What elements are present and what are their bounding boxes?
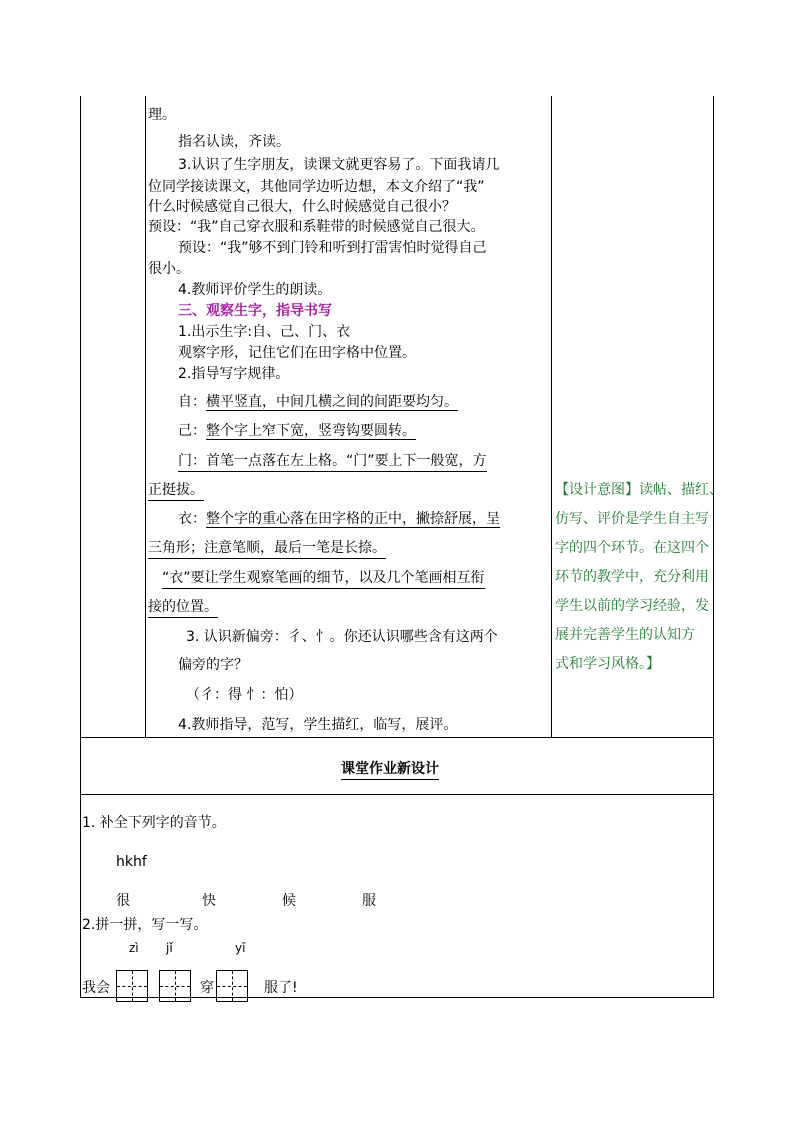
lesson-observe: 观察字形，记住它们在田字格中位置。: [178, 345, 416, 361]
table-border-right: [713, 96, 714, 998]
writing-grid-2[interactable]: [159, 970, 191, 1002]
lesson-step3-line2: 位同学接读课文，其他同学边听边想，本文介绍了“我”: [148, 179, 485, 195]
design-note-line4: 环节的教学中，充分利用: [555, 569, 709, 585]
rule-yi-label: 衣：: [178, 511, 206, 527]
sentence-start: 我会: [82, 980, 110, 996]
radical-example: （彳：得 忄：怕）: [186, 687, 303, 703]
radical-line1: 3. 认识新偏旁：彳、忄。你还认识哪些含有这两个: [186, 629, 498, 645]
pinyin-zi: zì: [129, 941, 139, 955]
pinyin-ji: jǐ: [166, 941, 173, 955]
rule-zi-text: 横平竖直，中间几横之间的间距要均匀。: [206, 394, 458, 410]
homework-q1-code: hkhf: [116, 854, 147, 870]
radical-line2: 偏旁的字？: [178, 657, 248, 673]
design-note-line6: 展并完善学生的认知方: [555, 627, 695, 643]
design-note-line5: 学生以前的学习经验，发: [555, 598, 709, 614]
rule-zi: [178, 392, 458, 412]
rule-ji-label: 己：: [178, 423, 206, 439]
lesson-step4b: 4.教师指导，范写，学生描红，临写，展评。: [178, 717, 458, 733]
yi-note-line1: “衣”要让学生观察笔画的细节，以及几个笔画相互衔: [162, 568, 485, 589]
rule-yi-text: 整个字的重心落在田字格的正中，撇捺舒展，呈: [206, 511, 500, 527]
homework-q1: 1. 补全下列字的音节。: [82, 815, 226, 831]
design-note-line1: 【设计意图】读帖、描红、: [555, 482, 723, 498]
lesson-continuation: 理。: [148, 107, 176, 123]
homework-char-kuai: 快: [202, 893, 216, 909]
section-heading: 三、观察生字，指导书写: [178, 303, 332, 319]
yi-note-line2: 接的位置。: [148, 597, 218, 618]
lesson-preset-2-line1: 预设：“我”够不到门铃和听到打雷害怕时觉得自己: [178, 240, 487, 256]
rule-ji: [178, 421, 416, 441]
col-divider-2: [551, 96, 552, 737]
rule-zi-label: 自：: [178, 394, 206, 410]
lesson-guide-rule: 2.指导写字规律。: [178, 366, 290, 382]
homework-title: 课堂作业新设计: [341, 759, 439, 780]
lesson-step4: 4.教师评价学生的朗读。: [178, 282, 332, 298]
design-note-line2: 仿写、评价是学生自主写: [555, 511, 709, 527]
rule-yi-line2: 三角形；注意笔顺，最后一笔是长捺。: [148, 538, 386, 559]
rule-men-line2: 正挺拔。: [148, 480, 204, 501]
homework-char-hou: 候: [282, 893, 296, 909]
row-divider-2: [80, 794, 714, 795]
lesson-show-chars: 1.出示生字:自、己、门、衣: [178, 324, 351, 340]
table-border-left: [80, 96, 81, 998]
design-note-line7: 式和学习风格。】: [555, 656, 660, 672]
writing-grid-3[interactable]: [216, 970, 248, 1002]
rule-ji-text: 整个字上窄下宽，竖弯钩要圆转。: [206, 423, 416, 439]
lesson-read-together: 指名认读，齐读。: [178, 134, 290, 150]
lesson-preset-1: 预设：“我”自己穿衣服和系鞋带的时候感觉自己很大。: [148, 219, 485, 235]
lesson-preset-2-line2: 很小。: [148, 261, 190, 277]
design-note-line3: 字的四个环节。在这四个: [555, 540, 709, 556]
homework-char-fu: 服: [362, 893, 376, 909]
homework-q2: 2.拼一拼，写一写。: [82, 917, 208, 933]
sentence-end: 服了!: [264, 980, 298, 996]
sentence-mid: 穿: [200, 980, 214, 996]
row-divider-1: [80, 737, 714, 738]
lesson-step3-line3: 什么时候感觉自己很大，什么时候感觉自己很小？: [148, 199, 456, 215]
col-divider-1: [145, 96, 146, 737]
lesson-step3-line1: 3.认识了生字朋友，读课文就更容易了。下面我请几: [178, 157, 500, 173]
homework-char-hen: 很: [116, 893, 130, 909]
rule-men-line1: 门：首笔一点落在左上格。“门”要上下一般宽，方: [178, 451, 487, 472]
pinyin-yi: yī: [235, 941, 246, 955]
rule-yi: [178, 509, 500, 529]
writing-grid-1[interactable]: [116, 970, 148, 1002]
